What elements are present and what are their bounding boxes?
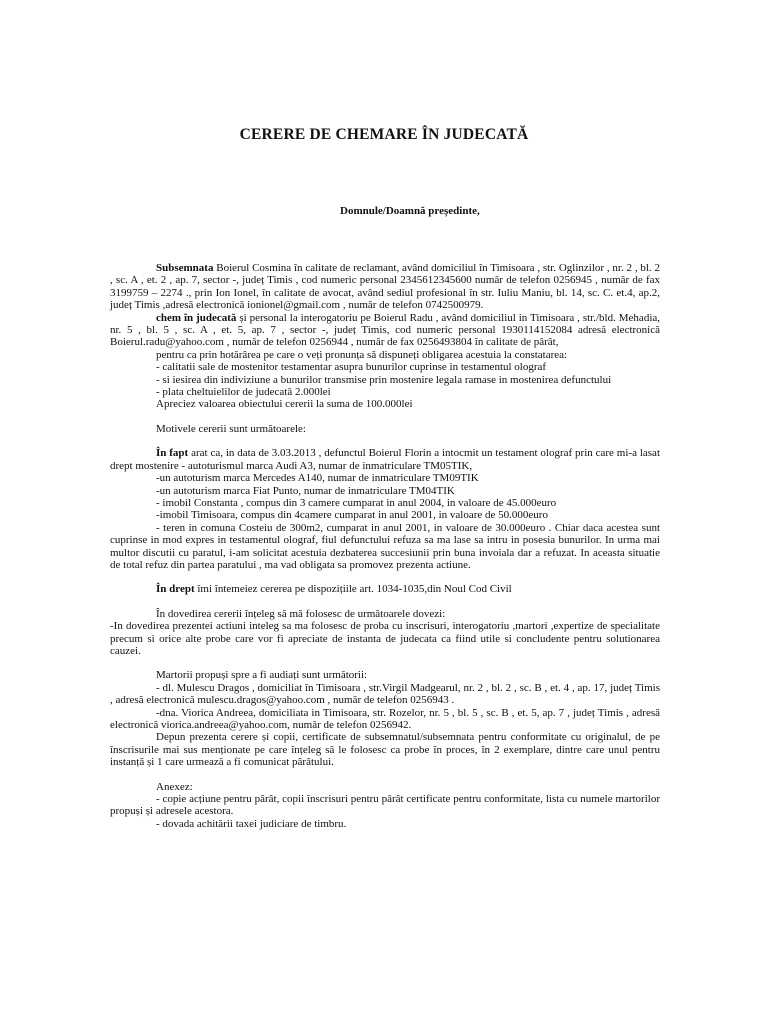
asset-item: -un autoturism marca Fiat Punto, numar de inmatriculare TM04TIK xyxy=(156,484,455,497)
asset-item: -imobil Timisoara, compus din 4camere cumparat in anul 2001, in valoare de 50.000euro xyxy=(156,509,548,522)
defendant-paragraph xyxy=(110,312,660,349)
claimant-text: Boierul Cosmina în calitate de reclamant, având domiciliul în Timisoara , str. Oglinzilor , nr. 2 , bl. 2 , sc. A , et. 2 , ap. 7, sector -, județ Timis , cod numeric personal 2345612345600 număr de telefon 0256945 , număr de fax 3199759 – 2274 ., prin Ion Ionel, în calitate de avocat, având sediul profesional în str. Iuliu Maniu, bl. 14, sc. C. et.4, ap.2, județ Timis ,adresă electronică ionionel@gmail.com , număr de telefon 0742500979. xyxy=(110,262,660,312)
law-text: îmi întemeiez cererea pe dispozițiile art. 1034-1035,din Noul Cod Civil xyxy=(194,583,512,596)
filing-paragraph: Depun prezenta cerere și copii, certificate de subsemnatul/subsemnata pentru conformitate cu originalul, de pe înscrisurile mai sus menționate pe care înțeleg să le folosesc ca probe în proces, în 2 exemplare, dintre care unul pentru instanță și 1 care urmează a fi comunicat pârâtului. xyxy=(110,731,660,769)
claimant-label: Subsemnata xyxy=(156,262,214,274)
annex-item: - dovada achitării taxei judiciare de timbru. xyxy=(156,817,347,830)
claim-item: - calitatii sale de mostenitor testamentar asupra bunurilor cuprinse in testamentul olograf xyxy=(156,361,547,374)
annex-item: - copie acțiune pentru pârât, copii înscrisuri pentru pârât certificate pentru conformitate, lista cu numele martorilor propuși și adresele acestora. xyxy=(110,793,660,818)
law-paragraph xyxy=(110,583,660,595)
asset-item-last: - teren in comuna Costeiu de 300m2, cumparat in anul 2001, in valoare de 30.000euro . Chiar daca acestea sunt cuprinse in mod expres in testamentul olograf, fiul defunctului refuza sa ma lase sa intru in posesia bunurilor. In urma mai multor discutii cu paratul, i-am solicitat acestuia dezbaterea succesiunii prin buna invoiala dar a refuzat. In aceasta situatie de total refuz din partea paratului , ma vad obligata sa promovez prezenta actiune. xyxy=(110,521,660,571)
asset-item: -un autoturism marca Mercedes A140, numar de inmatriculare TM09TIK xyxy=(156,472,479,485)
claimant-paragraph xyxy=(110,262,660,312)
claim-item: - si iesirea din indiviziune a bunurilor transmise prin mostenire legala ramase in mostenirea defunctului xyxy=(156,373,612,386)
law-label: În drept xyxy=(156,583,195,596)
document-body xyxy=(110,262,660,830)
facts-text: arat ca, in data de 3.03.2013 , defunctul Boierul Florin a intocmit un testament olograf prin care mi-a lasat drept mostenire - autoturismul marca Audi A3, numar de inmatriculare TM05TIK, xyxy=(110,447,660,472)
witness-intro: Martorii propuși spre a fi audiați sunt următorii: xyxy=(156,669,368,682)
claim-item: - plata cheltuielilor de judecată 2.000lei xyxy=(156,386,331,399)
annex-heading: Anexez: xyxy=(156,780,193,793)
witness-item: - dl. Mulescu Dragos , domiciliat în Timisoara , str.Virgil Madgearul, nr. 2 , bl. 2 , sc. B , et. 4 , ap. 17, județ Timis , adresă electronică mulescu.dragos@yahoo.com , număr de telefon 0256943 . xyxy=(110,681,660,707)
defendant-label: chem în judecată xyxy=(156,311,237,324)
facts-label: În fapt xyxy=(156,447,189,460)
defendant-text: și personal la interogatoriu pe Boierul Radu , având domiciliul in Timisoara , str./bld. Mehadia, nr. 5 , bl. 5 , sc. A , et. 5, ap. 7 , sector -, județ Timis, cod numeric personal 1930114152084 adresă electronică Boierul.radu@yahoo.com , număr de telefon 0256944 , număr de fax 0256493804 în calitate de pârât, xyxy=(110,311,661,349)
document-title: CERERE DE CHEMARE ÎN JUDECATĂ xyxy=(239,126,529,143)
salutation: Domnule/Doamnă președinte, xyxy=(340,205,480,217)
witness-item: -dna. Viorica Andreea, domiciliata in Timisoara, str. Rozelor, nr. 5 , bl. 5 , sc. B , et. 5, ap. 7 , județ Timis , adresă electronică viorica.andreea@yahoo.com, număr de telefon 0256942. xyxy=(110,706,660,731)
asset-item: - imobil Constanta , compus din 3 camere cumparat in anul 2004, in valoare de 45.000euro xyxy=(156,496,557,509)
evidence-text: -In dovedirea prezentei actiuni inteleg sa ma folosesc de proba cu inscrisuri, interogatoriu ,martori ,expertize de specialitate precum si orice alte probe care vor fi apreciate de instanta de judecata ca fiind utile si concludente pentru solutionarea cauzei. xyxy=(110,620,660,657)
request-paragraph: pentru ca prin hotărârea pe care o veți pronunța să dispuneți obligarea acestuia la constatarea: xyxy=(156,348,568,361)
value-line: Apreciez valoarea obiectului cererii la suma de 100.000lei xyxy=(156,398,413,411)
facts-paragraph xyxy=(110,447,660,472)
evidence-intro: În dovedirea cererii înțeleg să mă folosesc de următoarele dovezi: xyxy=(156,607,446,620)
motives-heading: Motivele cererii sunt următoarele: xyxy=(156,422,306,435)
